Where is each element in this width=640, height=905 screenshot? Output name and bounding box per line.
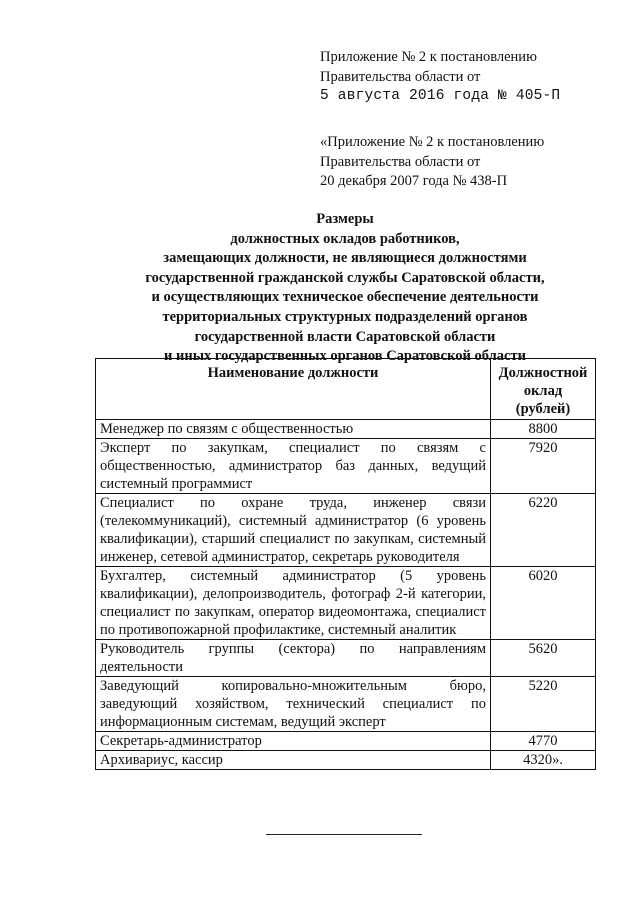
appendix-header-line: Приложение № 2 к постановлению bbox=[320, 49, 537, 65]
salary-value: 6020 bbox=[491, 567, 596, 640]
column-header-salary-line: оклад bbox=[523, 383, 563, 399]
appendix-header-line: Правительства области от bbox=[320, 153, 481, 170]
column-header-position: Наименование должности bbox=[96, 359, 491, 420]
table-row bbox=[96, 439, 596, 494]
salary-value: 5620 bbox=[491, 640, 596, 677]
appendix-header-line: «Приложение № 2 к постановлению bbox=[320, 134, 545, 150]
title-line: государственной власти Саратовской области bbox=[194, 328, 496, 345]
table-row bbox=[96, 751, 596, 770]
position-name: Эксперт по закупкам, специалист по связям с общественностью, администратор баз данных, ведущий системный программист bbox=[96, 439, 491, 494]
table-row bbox=[96, 420, 596, 439]
position-name: Руководитель группы (сектора) по направлениям деятельности bbox=[96, 640, 491, 677]
appendix-header-new bbox=[320, 48, 560, 107]
document-title bbox=[60, 210, 630, 367]
table-row bbox=[96, 732, 596, 751]
table-header-row bbox=[96, 359, 596, 420]
salary-value: 5220 bbox=[491, 677, 596, 732]
table-row bbox=[96, 494, 596, 567]
salary-value: 6220 bbox=[491, 494, 596, 567]
title-line: и осуществляющих техническое обеспечение деятельности bbox=[151, 289, 539, 306]
column-header-salary-line: (рублей) bbox=[515, 401, 571, 417]
salary-value: 8800 bbox=[491, 420, 596, 439]
appendix-header-line: Правительства области от bbox=[320, 68, 481, 85]
position-name: Специалист по охране труда, инженер связи (телекоммуникаций), системный администратор (6 уровень квалификации), старший специалист по закупкам, системный инженер, сетевой администратор, секретарь руководителя bbox=[96, 494, 491, 567]
position-name: Секретарь-администратор bbox=[96, 732, 491, 751]
position-name: Бухгалтер, системный администратор (5 уровень квалификации), делопроизводитель, фотограф 2-й категории, специалист по закупкам, оператор видеомонтажа, специалист по противопожарной профилактике, системный аналитик bbox=[96, 567, 491, 640]
closing-divider bbox=[266, 834, 422, 835]
title-line: и иных государственных органов Саратовской области bbox=[164, 348, 526, 365]
title-line: государственной гражданской службы Саратовской области, bbox=[145, 269, 545, 286]
salary-value: 4770 bbox=[491, 732, 596, 751]
table-row bbox=[96, 640, 596, 677]
salary-table bbox=[95, 358, 596, 770]
column-header-salary bbox=[491, 359, 596, 420]
title-line: замещающих должности, не являющиеся должностями bbox=[163, 250, 527, 267]
appendix-date-number: 5 августа 2016 года № 405-П bbox=[320, 88, 561, 104]
title-line: должностных окладов работников, bbox=[230, 230, 460, 247]
position-name: Заведующий копировально-множительным бюро, заведующий хозяйством, технический специалист по информационным системам, ведущий эксперт bbox=[96, 677, 491, 732]
position-name: Архивариус, кассир bbox=[96, 751, 491, 770]
title-line: Размеры bbox=[316, 211, 374, 227]
appendix-header-line: 20 декабря 2007 года № 438-П bbox=[320, 173, 508, 189]
table-row bbox=[96, 677, 596, 732]
position-name: Менеджер по связям с общественностью bbox=[96, 420, 491, 439]
title-line: территориальных структурных подразделений органов bbox=[162, 308, 528, 325]
salary-value: 4320». bbox=[491, 751, 596, 770]
salary-value: 7920 bbox=[491, 439, 596, 494]
table-row bbox=[96, 567, 596, 640]
appendix-header-original bbox=[320, 133, 544, 192]
column-header-salary-line: Должностной bbox=[498, 365, 588, 381]
